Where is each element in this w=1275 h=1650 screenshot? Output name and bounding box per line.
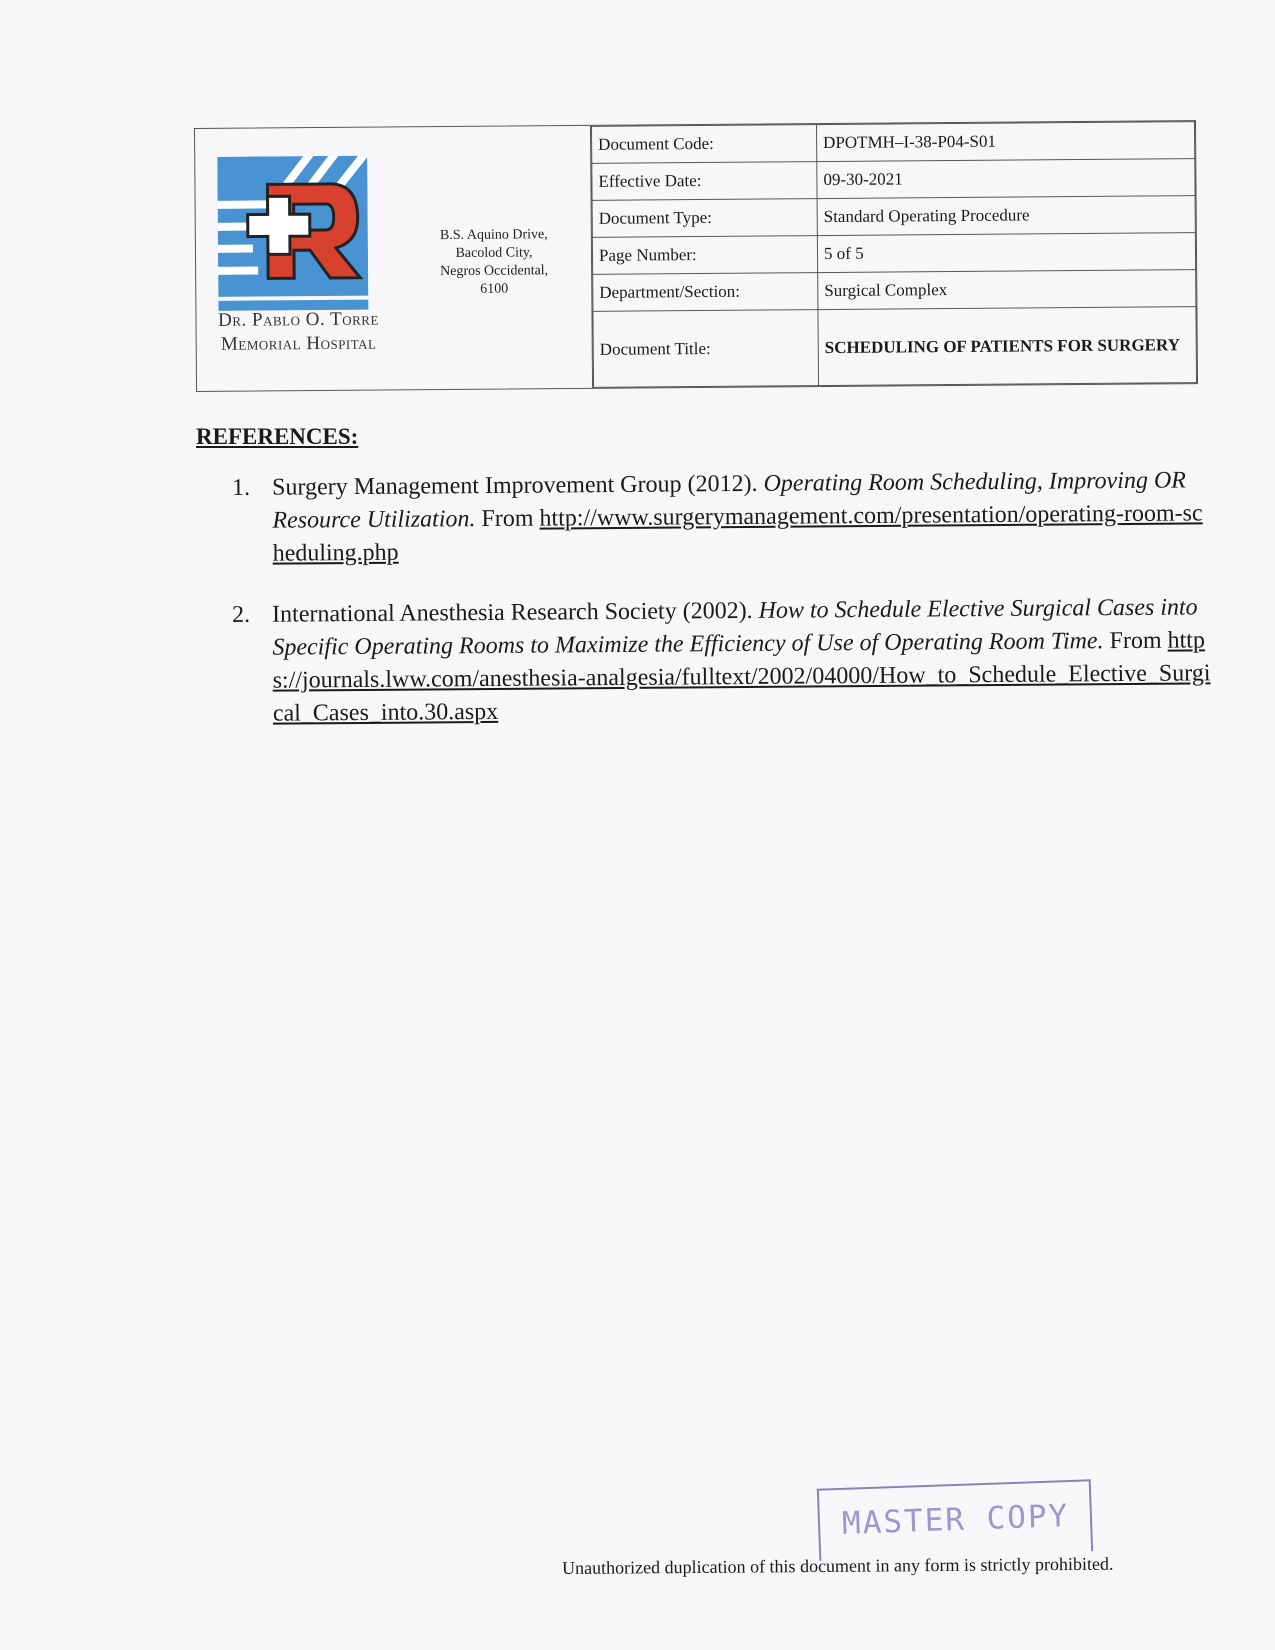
master-copy-stamp: [817, 1479, 1093, 1561]
hospital-logo-icon: [217, 156, 368, 312]
hospital-address: [424, 226, 565, 299]
effective-date-label: Effective Date:: [592, 162, 817, 201]
reference-author: International Anesthesia Research Society (2002).: [272, 597, 753, 628]
page-number-value: 5 of 5: [817, 233, 1195, 273]
reference-number: 2.: [232, 601, 251, 628]
department-label: Department/Section:: [593, 273, 818, 312]
reference-from-label: From: [481, 505, 534, 533]
reference-title: Operating Room Scheduling, Improving OR Resource Utilization.: [272, 467, 1187, 534]
stamp-text: MASTER COPY: [841, 1498, 1070, 1542]
effective-date-value: 09-30-2021: [817, 159, 1195, 199]
page-number-label: Page Number:: [592, 236, 817, 275]
document-header: [194, 120, 1198, 392]
address-line4: 6100: [480, 281, 509, 297]
reference-item: [232, 591, 1213, 731]
document-type-label: Document Type:: [592, 199, 817, 238]
reference-author: Surgery Management Improvement Group (2012).: [272, 470, 758, 501]
reference-item: [232, 464, 1213, 571]
address-line2: Bacolod City,: [455, 245, 533, 261]
reference-link[interactable]: http://www.surgerymanagement.com/presentation/operating-room-scheduling.php: [272, 500, 1203, 567]
info-row-date: [592, 159, 1195, 201]
document-info-table: [591, 121, 1197, 388]
info-row-department: [593, 270, 1196, 312]
info-row-title: [593, 307, 1197, 388]
document-title-label: Document Title:: [593, 310, 819, 388]
hospital-name-line1: Dr. Pablo O. Torre: [218, 308, 379, 331]
hospital-name: [198, 307, 398, 357]
address-line1: B.S. Aquino Drive,: [439, 227, 548, 244]
address-line3: Negros Occidental,: [440, 263, 549, 280]
reference-number: 1.: [232, 474, 251, 501]
reference-link[interactable]: https://journals.lww.com/anesthesia-analgesia/fulltext/2002/04000/How_to_Schedule_Elective_Surgical_Cases_into.30.aspx: [272, 627, 1211, 727]
document-code-label: Document Code:: [591, 125, 816, 164]
document-code-value: DPOTMH–I-38-P04-S01: [816, 122, 1194, 162]
document-title-value: SCHEDULING OF PATIENTS FOR SURGERY: [818, 307, 1197, 386]
reference-title: How to Schedule Elective Surgical Cases into Specific Operating Rooms to Maximize the Efficiency of Use of Operating Room Time.: [272, 594, 1198, 661]
reference-from-label: From: [1109, 627, 1162, 655]
references-heading: REFERENCES:: [196, 424, 359, 449]
hospital-name-line2: Memorial Hospital: [220, 332, 377, 355]
logo-cell: [195, 126, 593, 391]
info-row-code: [591, 122, 1194, 164]
info-row-page: [592, 233, 1195, 275]
info-row-type: [592, 196, 1195, 238]
footer-notice: Unauthorized duplication of this document in any form is strictly prohibited.: [562, 1553, 1114, 1578]
references-list: [232, 467, 1212, 759]
department-value: Surgical Complex: [818, 270, 1196, 310]
document-type-value: Standard Operating Procedure: [817, 196, 1195, 236]
